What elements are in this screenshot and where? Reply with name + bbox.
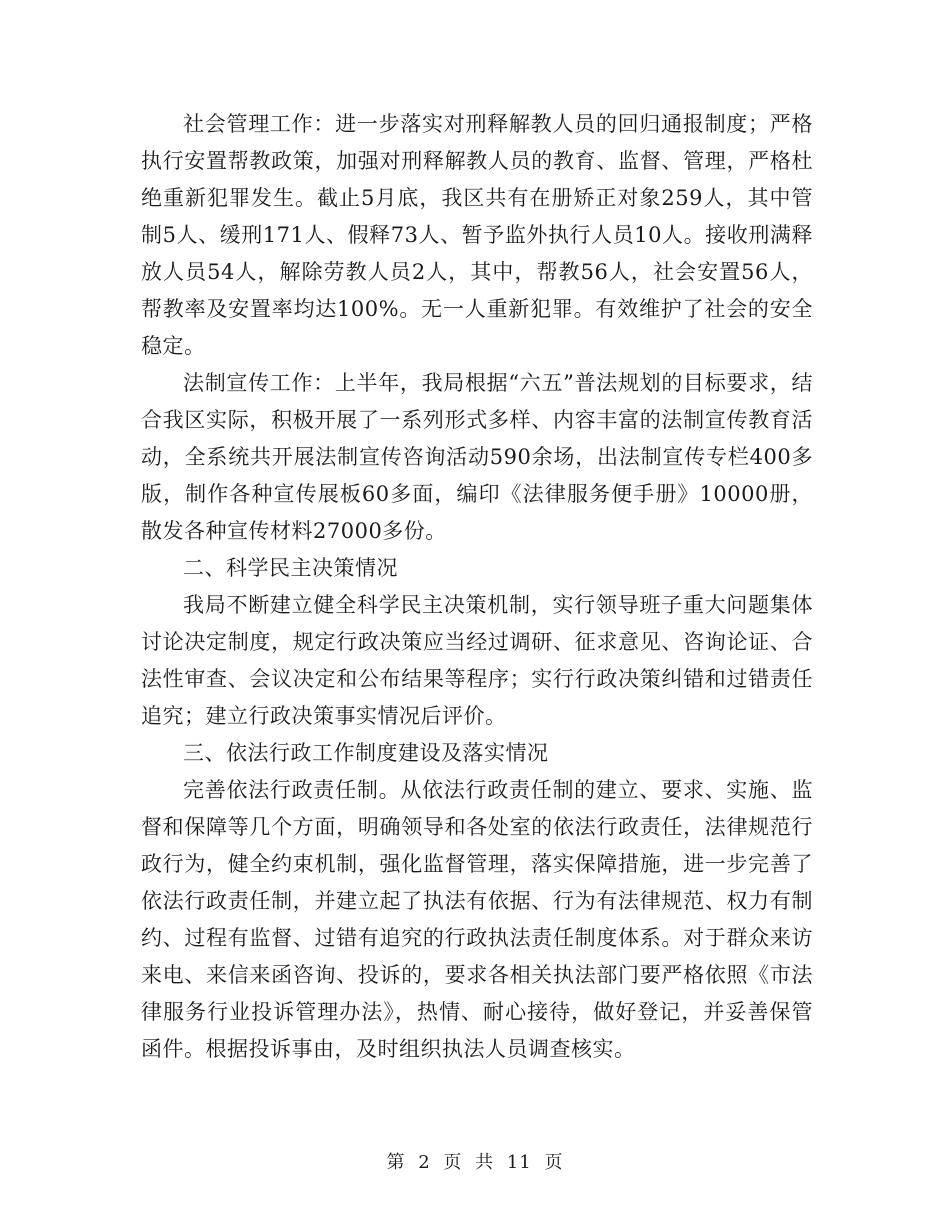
document-body bbox=[141, 106, 813, 1068]
section-heading-democratic-decision: 二、科学民主决策情况 bbox=[183, 556, 398, 580]
paragraph-democratic-decision: 我局不断建立健全科学民主决策机制，实行领导班子重大问题集体讨论决定制度，规定行政决策应当经过调研、征求意见、咨询论证、合法性审查、会议决定和公布结果等程序；实行行政决策纠错和过错责任追究；建立行政决策事实情况后评价。 bbox=[141, 593, 813, 728]
section-heading-administration-system: 三、依法行政工作制度建设及落实情况 bbox=[183, 741, 549, 765]
paragraph-social-management: 社会管理工作：进一步落实对刑释解教人员的回归通报制度；严格执行安置帮教政策，加强对刑释解教人员的教育、监督、管理，严格杜绝重新犯罪发生。截止5月底，我区共有在册矫正对象259人，其中管制5人、缓刑171人、假释73人、暂予监外执行人员10人。接收刑满释放人员54人，解除劳教人员2人，其中，帮教56人，社会安置56人，帮教率及安置率均达100%。无一人重新犯罪。有效维护了社会的安全稳定。 bbox=[141, 112, 813, 358]
page-footer: 第 2 页 共 11 页 bbox=[386, 1152, 564, 1173]
paragraph-administration-responsibility: 完善依法行政责任制。从依法行政责任制的建立、要求、实施、监督和保障等几个方面，明确领导和各处室的依法行政责任，法律规范行政行为，健全约束机制，强化监督管理，落实保障措施，进一步完善了依法行政责任制，并建立起了执法有依据、行为有法律规范、权力有制约、过程有监督、过错有追究的行政执法责任制度体系。对于群众来访来电、来信来函咨询、投诉的，要求各相关执法部门要严格依照《市法律服务行业投诉管理办法》，热情、耐心接待，做好登记，并妥善保管函件。根据投诉事由，及时组织执法人员调查核实。 bbox=[141, 778, 813, 1061]
paragraph-legal-publicity: 法制宣传工作：上半年，我局根据“六五”普法规划的目标要求，结合我区实际，积极开展了一系列形式多样、内容丰富的法制宣传教育活动，全系统共开展法制宣传咨询活动590余场，出法制宣传专栏400多版，制作各种宣传展板60多面，编印《法律服务便手册》10000册，散发各种宣传材料27000多份。 bbox=[141, 371, 813, 543]
